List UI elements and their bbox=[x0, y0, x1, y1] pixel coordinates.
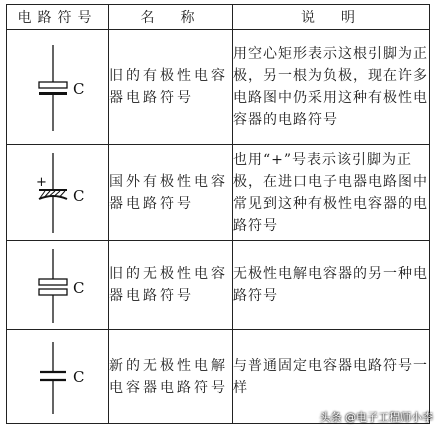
foreign-polarized-capacitor-symbol-icon bbox=[23, 149, 93, 237]
symbol-label: C bbox=[72, 279, 84, 297]
symbol-label: C bbox=[72, 80, 84, 98]
symbol-label: C bbox=[72, 367, 84, 386]
description-cell: 与普通固定电容器电路符号一样 bbox=[233, 330, 430, 424]
symbol-label: C bbox=[72, 186, 84, 205]
description-cell: 无极性电解电容器的另一种电路符号 bbox=[233, 241, 430, 330]
symbol-cell bbox=[7, 330, 109, 424]
header-symbol: 电路符号 bbox=[7, 5, 109, 30]
old-polarized-capacitor-symbol-icon bbox=[23, 37, 93, 137]
table-header-row bbox=[7, 5, 430, 30]
table-row bbox=[7, 30, 430, 145]
new-nonpolar-capacitor-symbol-icon bbox=[23, 334, 93, 420]
name-cell: 国外有极性电容器电路符号 bbox=[109, 145, 233, 241]
name-cell: 旧的无极性电容器电路符号 bbox=[109, 241, 233, 330]
capacitor-symbol-table bbox=[6, 4, 430, 424]
watermark: 头条 @电子工程师小李 bbox=[319, 411, 433, 424]
old-nonpolar-capacitor-symbol-icon bbox=[23, 243, 93, 327]
symbol-cell bbox=[7, 241, 109, 330]
symbol-cell bbox=[7, 30, 109, 145]
header-description: 说 明 bbox=[233, 5, 430, 30]
table-row bbox=[7, 241, 430, 330]
name-cell: 新的无极性电解电容器电路符号 bbox=[109, 330, 233, 424]
description-cell: 用空心矩形表示这根引脚为正极，另一根为负极，现在许多电路图中仍采用这种有极性电容器的电路符号 bbox=[233, 30, 430, 145]
description-cell: 也用“+”号表示该引脚为正极，在进口电子电器电路图中常见到这种有极性电容器的电路符号 bbox=[233, 145, 430, 241]
name-cell: 旧的有极性电容器电路符号 bbox=[109, 30, 233, 145]
plus-sign: + bbox=[35, 174, 47, 190]
table-row bbox=[7, 145, 430, 241]
symbol-cell bbox=[7, 145, 109, 241]
header-name: 名 称 bbox=[109, 5, 233, 30]
